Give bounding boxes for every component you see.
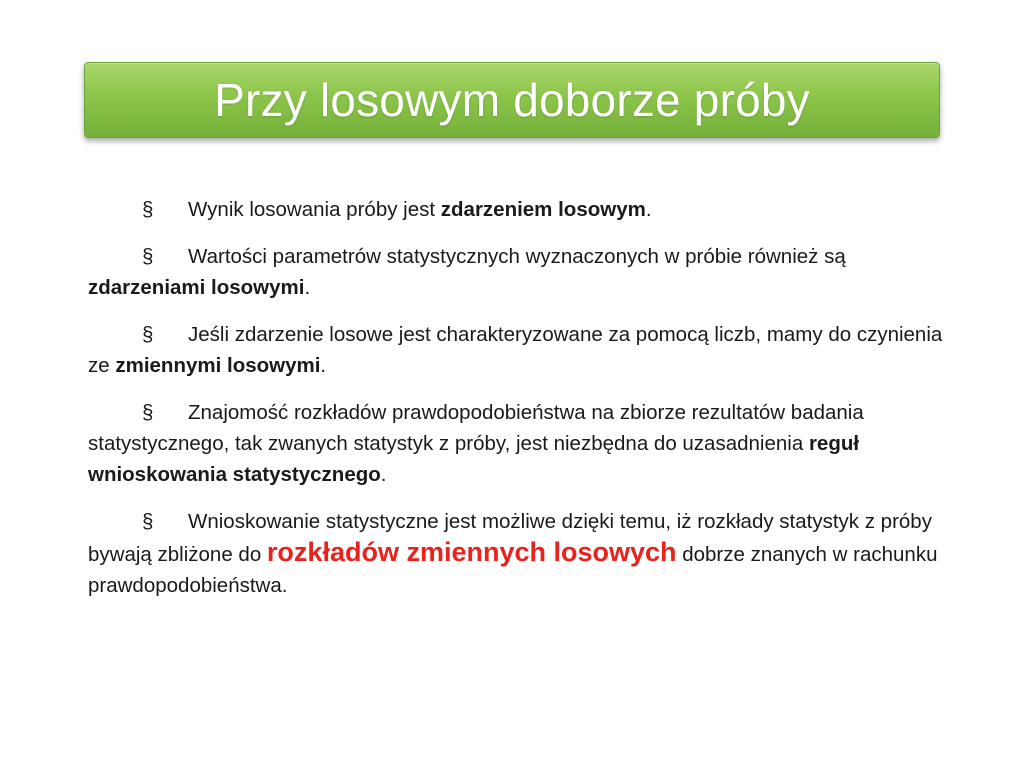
section-bullet-icon: §: [142, 198, 154, 221]
paragraph-emphasis: zdarzeniami losowymi: [88, 276, 305, 299]
paragraph-text: Wnioskowanie statystyczne jest możliwe dzięki temu, iż rozkłady statystyk z próby bywają zbliżone do: [88, 510, 932, 566]
paragraph-emphasis: reguł wnioskowania statystycznego: [88, 432, 860, 486]
paragraph-text-end: .: [645, 198, 652, 221]
paragraph-text-end: .: [304, 276, 311, 299]
slide-body: [88, 194, 944, 617]
section-bullet-icon: §: [142, 245, 154, 268]
paragraph-text-end: .: [320, 354, 327, 377]
bullet-paragraph-1: [88, 194, 944, 225]
paragraph-text-end: .: [380, 463, 387, 486]
section-bullet-icon: §: [142, 323, 154, 346]
title-banner: [84, 62, 940, 138]
bullet-paragraph-2: [88, 241, 944, 303]
paragraph-emphasis-red: rozkładów zmiennych losowych: [266, 537, 677, 567]
paragraph-emphasis: zdarzeniem losowym: [440, 198, 646, 221]
bullet-paragraph-4: [88, 397, 944, 490]
paragraph-text: Znajomość rozkładów prawdopodobieństwa na zbiorze rezultatów badania statystycznego, tak zwanych statystyk z próby, jest niezbędna do uzasadnienia: [88, 401, 864, 455]
paragraph-text: Wynik losowania próby jest: [188, 198, 441, 221]
bullet-paragraph-3: [88, 319, 944, 381]
paragraph-text: Wartości parametrów statystycznych wyznaczonych w próbie również są: [188, 245, 846, 268]
section-bullet-icon: §: [142, 401, 154, 424]
paragraph-emphasis: zmiennymi losowymi: [115, 354, 321, 377]
section-bullet-icon: §: [142, 510, 154, 533]
paragraph-text: Jeśli zdarzenie losowe jest charakteryzowane za pomocą liczb, mamy do czynienia ze: [88, 323, 943, 377]
slide-title: Przy losowym doborze próby: [214, 74, 810, 126]
paragraph-text-end: dobrze znanych w rachunku prawdopodobieństwa.: [88, 543, 938, 597]
bullet-paragraph-5: [88, 506, 944, 601]
